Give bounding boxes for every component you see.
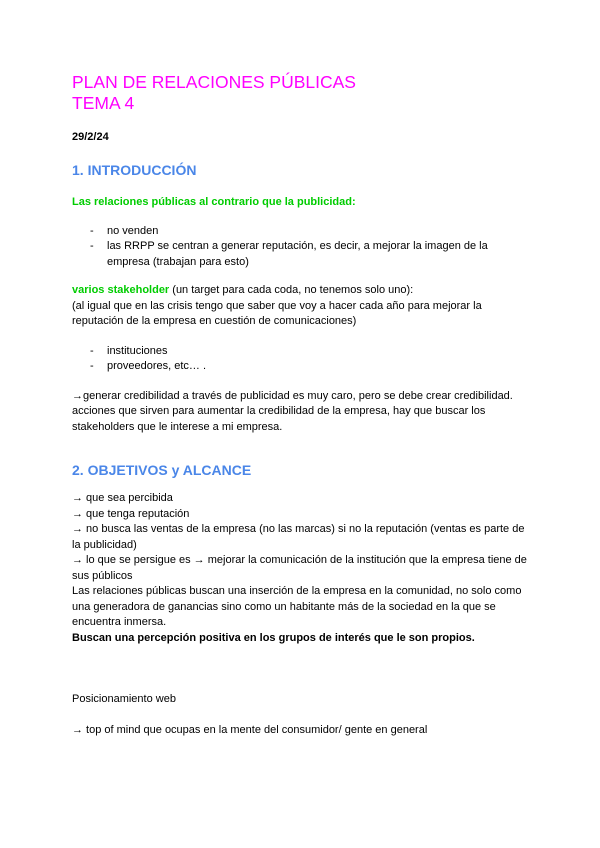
list-item: - instituciones bbox=[90, 344, 168, 357]
objective-line: → que tenga reputación bbox=[72, 507, 190, 520]
objective-line: → no busca las ventas de la empresa (no las marcas) si no la reputación (ventas es parte de la publicidad) bbox=[72, 523, 525, 551]
stakeholder-text: (un target para cada coda, no tenemos solo uno): bbox=[169, 284, 414, 296]
document-date: 29/2/24 bbox=[72, 131, 109, 143]
objective-line: → lo que se persigue es → mejorar la comunicación de la institución que la empresa tiene de sus públicos bbox=[72, 554, 527, 582]
document-page bbox=[72, 72, 532, 738]
section-2-heading: 2. OBJETIVOS y ALCANCE bbox=[72, 462, 252, 478]
section-3-heading: Posicionamiento web bbox=[72, 693, 176, 705]
list-item: - no venden bbox=[90, 224, 159, 237]
list-item: - proveedores, etc… . bbox=[90, 360, 207, 372]
objectives-block bbox=[72, 491, 532, 646]
stakeholder-list bbox=[90, 344, 532, 375]
section-1-heading: 1. INTRODUCCIÓN bbox=[72, 162, 197, 178]
intro-list bbox=[90, 224, 532, 271]
objective-line: Las relaciones públicas buscan una inserción de la empresa en la comunidad, no solo como una generadora de ganancias sino como un habitante más de la sociedad en la que se encuentra inmersa. bbox=[72, 585, 522, 628]
stakeholder-label: varios stakeholder bbox=[72, 284, 170, 296]
section-3-line: → top of mind que ocupas en la mente del consumidor/ gente en general bbox=[72, 723, 428, 736]
title-line-2: TEMA 4 bbox=[72, 93, 135, 113]
title-line-1: PLAN DE RELACIONES PÚBLICAS bbox=[72, 72, 356, 92]
list-item: - las RRPP se centran a generar reputación, es decir, a mejorar la imagen de la empresa (trabajan para esto) bbox=[90, 240, 488, 268]
document-title bbox=[72, 72, 532, 114]
section-1-subheading: Las relaciones públicas al contrario que la publicidad: bbox=[72, 196, 356, 208]
objective-bold-line: Buscan una percepción positiva en los grupos de interés que le son propios. bbox=[72, 631, 475, 644]
objective-line: → que sea percibida bbox=[72, 492, 173, 504]
stakeholder-note: (al igual que en las crisis tengo que saber que voy a hacer cada año para mejorar la reputación de la empresa en cuestión de comunicaciones) bbox=[72, 299, 482, 327]
credibility-paragraph: →generar credibilidad a través de publicidad es muy caro, pero se debe crear credibilidad. acciones que sirven para aumentar la credibilidad de la empresa, hay que buscar los stakeholders que le interese a mi empresa. bbox=[72, 389, 513, 433]
stakeholder-paragraph bbox=[72, 283, 532, 299]
